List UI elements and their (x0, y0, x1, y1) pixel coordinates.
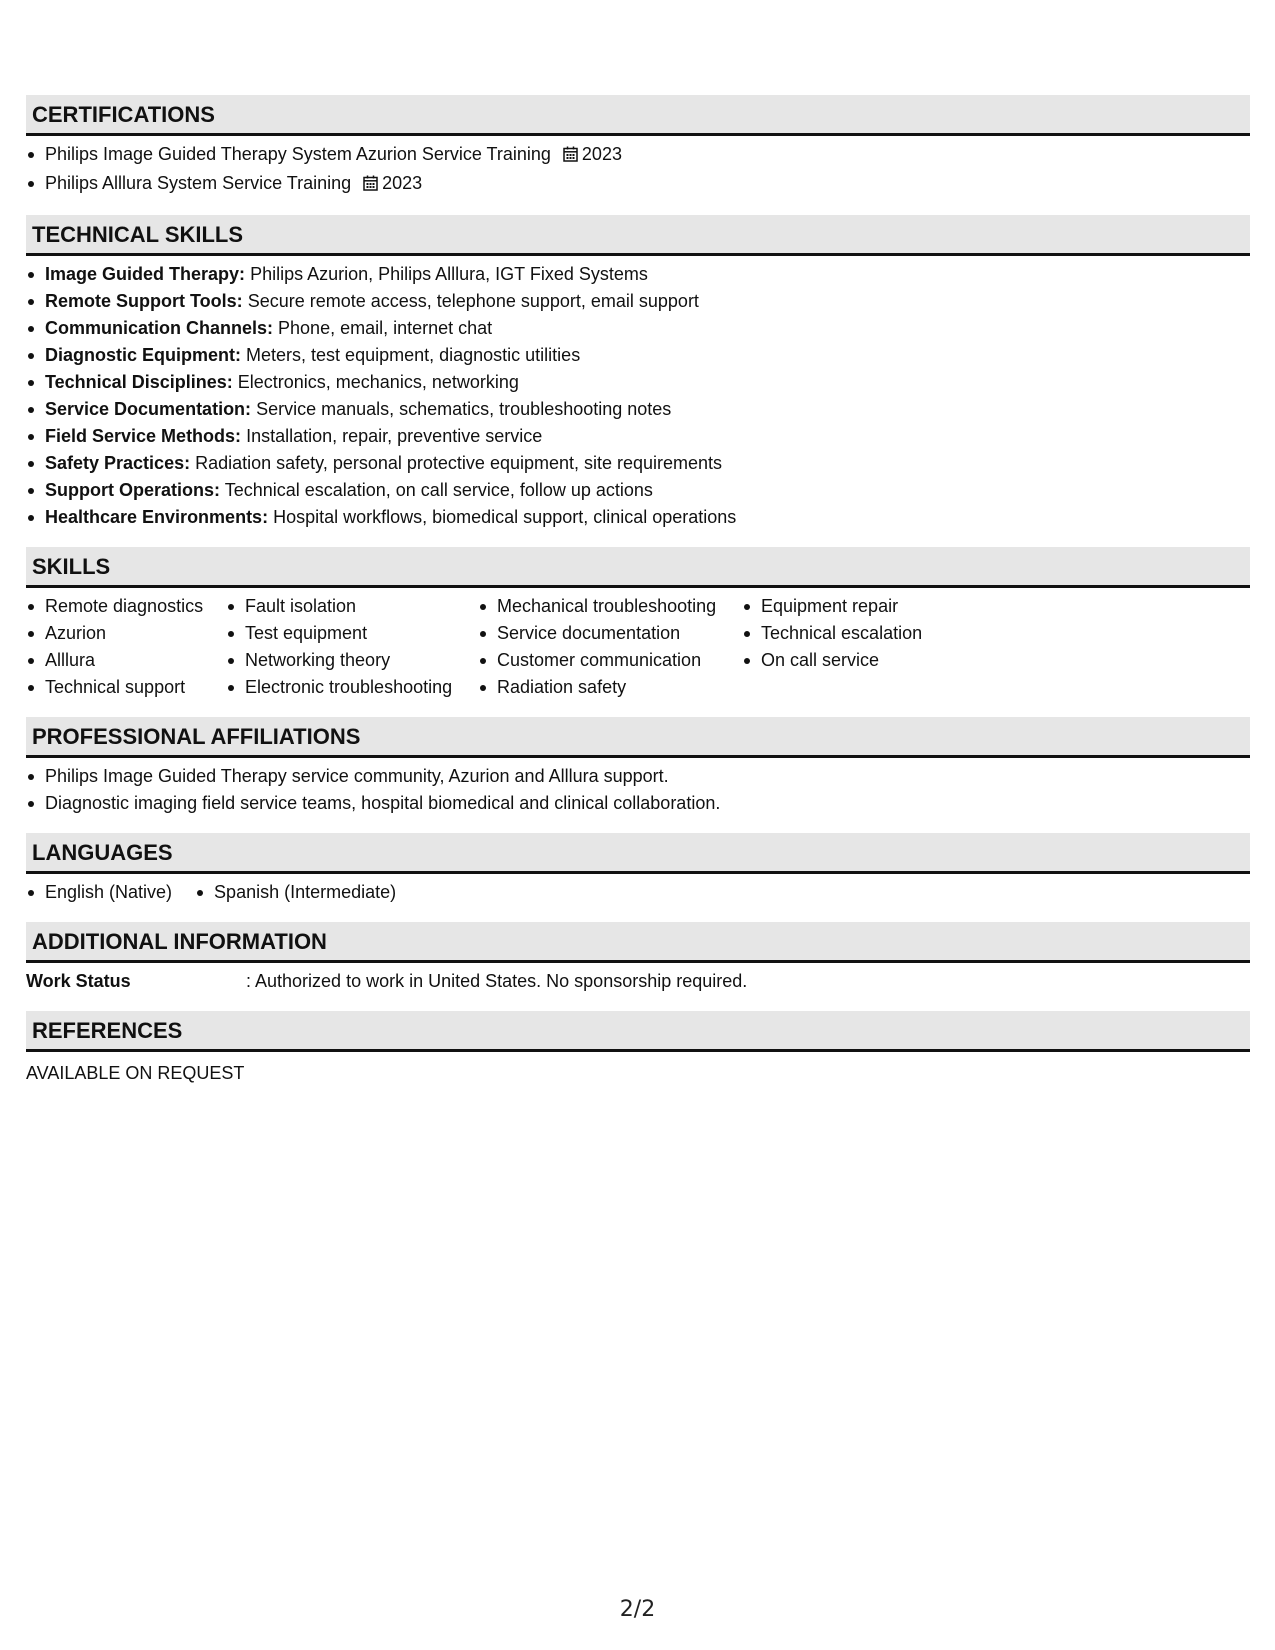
skill-details: Secure remote access, telephone support, email support (247, 291, 699, 311)
affiliations-section (26, 717, 1250, 817)
skill-item: Electronic troubleshooting (226, 674, 478, 701)
skill-category: Safety Practices: (45, 453, 191, 473)
technical-skill-item (26, 369, 1250, 396)
skill-details: Phone, email, internet chat (278, 318, 493, 338)
skill-details: Installation, repair, preventive service (246, 426, 543, 446)
skill-category: Diagnostic Equipment: (45, 345, 242, 365)
skill-item: Mechanical troubleshooting (478, 593, 742, 620)
technical-skill-item (26, 477, 1250, 504)
language-item: Spanish (Intermediate) (195, 879, 396, 906)
skill-details: Electronics, mechanics, networking (237, 372, 519, 392)
skill-item: On call service (742, 647, 1002, 674)
affiliation-item: Diagnostic imaging field service teams, hospital biomedical and clinical collaboration. (26, 790, 1250, 817)
calendar-icon (363, 172, 378, 199)
section-heading: ADDITIONAL INFORMATION (26, 922, 1250, 963)
skill-item: Equipment repair (742, 593, 1002, 620)
skill-category: Service Documentation: (45, 399, 252, 419)
skill-item: Alllura (26, 647, 226, 674)
skill-category: Image Guided Therapy: (45, 264, 246, 284)
skill-category: Technical Disciplines: (45, 372, 233, 392)
references-text: AVAILABLE ON REQUEST (26, 1063, 245, 1083)
section-heading: LANGUAGES (26, 833, 1250, 874)
skill-item: Customer communication (478, 647, 742, 674)
work-status-row (26, 963, 1250, 995)
languages-section (26, 833, 1250, 906)
skills-column (478, 593, 742, 701)
languages-list (26, 874, 1250, 906)
skills-section (26, 547, 1250, 701)
skill-category: Healthcare Environments: (45, 507, 269, 527)
additional-info-section (26, 922, 1250, 995)
certification-year: 2023 (382, 173, 423, 193)
skills-column (226, 593, 478, 701)
certification-item (26, 170, 1250, 199)
certification-item (26, 141, 1250, 170)
certification-name: Philips Alllura System Service Training (45, 173, 352, 193)
skill-item: Radiation safety (478, 674, 742, 701)
technical-skill-item (26, 396, 1250, 423)
certification-year: 2023 (581, 144, 622, 164)
skill-item: Technical escalation (742, 620, 1002, 647)
skills-column (742, 593, 1002, 701)
skill-category: Support Operations: (45, 480, 220, 500)
technical-skill-item (26, 504, 1250, 531)
technical-skills-list (26, 256, 1250, 531)
technical-skill-item (26, 450, 1250, 477)
references-section (26, 1011, 1250, 1087)
skill-item: Service documentation (478, 620, 742, 647)
skill-details: Meters, test equipment, diagnostic utilities (246, 345, 581, 365)
certification-name: Philips Image Guided Therapy System Azurion Service Training (45, 144, 551, 164)
work-status-label: Work Status (26, 971, 131, 991)
technical-skill-item (26, 261, 1250, 288)
technical-skills-section (26, 215, 1250, 531)
technical-skill-item (26, 288, 1250, 315)
affiliation-item: Philips Image Guided Therapy service community, Azurion and Alllura support. (26, 763, 1250, 790)
affiliations-list (26, 758, 1250, 817)
skills-columns (26, 588, 1250, 701)
page-number: 2/2 (619, 1597, 656, 1622)
section-heading: TECHNICAL SKILLS (26, 215, 1250, 256)
skill-category: Remote Support Tools: (45, 291, 243, 311)
calendar-icon (563, 143, 578, 170)
technical-skill-item (26, 315, 1250, 342)
skill-item: Networking theory (226, 647, 478, 674)
technical-skill-item (26, 423, 1250, 450)
resume-page (26, 95, 1250, 1103)
technical-skill-item (26, 342, 1250, 369)
section-heading: REFERENCES (26, 1011, 1250, 1052)
skill-details: Technical escalation, on call service, follow up actions (224, 480, 653, 500)
language-item: English (Native) (26, 879, 172, 906)
certifications-section (26, 95, 1250, 199)
skills-column (26, 593, 226, 701)
skill-item: Fault isolation (226, 593, 478, 620)
skill-item: Azurion (26, 620, 226, 647)
skill-details: Radiation safety, personal protective equipment, site requirements (195, 453, 723, 473)
work-status-value: : Authorized to work in United States. No sponsorship required. (246, 971, 748, 991)
skill-category: Field Service Methods: (45, 426, 242, 446)
section-heading: CERTIFICATIONS (26, 95, 1250, 136)
skill-details: Philips Azurion, Philips Alllura, IGT Fixed Systems (250, 264, 648, 284)
skill-item: Test equipment (226, 620, 478, 647)
skill-details: Service manuals, schematics, troubleshooting notes (256, 399, 672, 419)
skill-category: Communication Channels: (45, 318, 274, 338)
skill-details: Hospital workflows, biomedical support, clinical operations (273, 507, 737, 527)
certifications-list (26, 136, 1250, 199)
skill-item: Technical support (26, 674, 226, 701)
section-heading: PROFESSIONAL AFFILIATIONS (26, 717, 1250, 758)
section-heading: SKILLS (26, 547, 1250, 588)
skill-item: Remote diagnostics (26, 593, 226, 620)
